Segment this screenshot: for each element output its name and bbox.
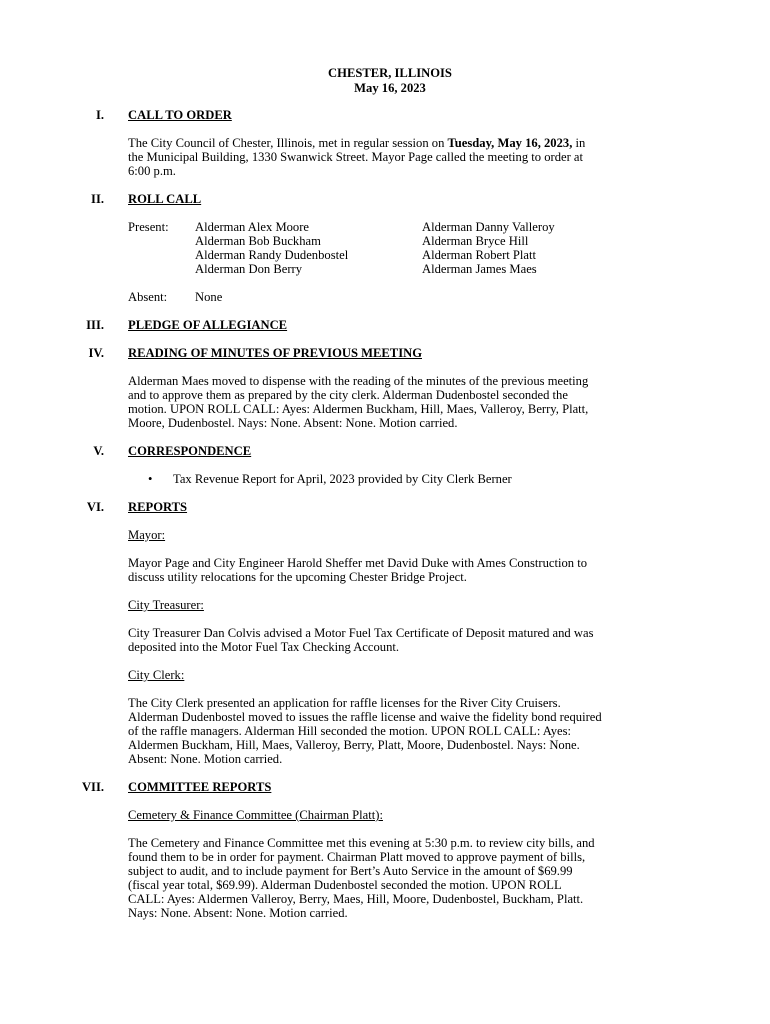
mayor-report-paragraph [128, 556, 703, 584]
section-number: I. [95, 108, 104, 122]
alderman-name: Alderman Robert Platt [422, 248, 537, 262]
paragraph-line: Alderman Maes moved to dispense with the reading of the minutes of the previous meeting [128, 374, 589, 388]
alderman-name: Alderman Don Berry [195, 262, 303, 276]
paragraph-line: Absent: None. Motion carried. [128, 752, 283, 766]
call-to-order-paragraph [128, 136, 703, 178]
section-title-committee-reports: COMMITTEE REPORTS [128, 780, 272, 794]
alderman-name: Alderman Bob Buckham [195, 234, 321, 248]
cemetery-finance-heading: Cemetery & Finance Committee (Chairman Platt): [128, 808, 383, 822]
paragraph-line: subject to audit, and to include payment for Bert’s Auto Service in the amount of $69.99 [128, 864, 573, 878]
section-title-pledge: PLEDGE OF ALLEGIANCE [128, 318, 288, 332]
bullet-icon: • [148, 472, 153, 486]
correspondence-item: Tax Revenue Report for April, 2023 provided by City Clerk Berner [173, 472, 512, 486]
section-title-roll-call: ROLL CALL [128, 192, 202, 206]
paragraph-line: Aldermen Buckham, Hill, Maes, Valleroy, Berry, Platt, Moore, Dudenbostel. Nays: None. [128, 738, 580, 752]
paragraph-line: CALL: Ayes: Aldermen Valleroy, Berry, Maes, Hill, Moore, Dudenbostel, Buckham, Platt. [128, 892, 584, 906]
paragraph-line: deposited into the Motor Fuel Tax Checking Account. [128, 640, 400, 654]
present-list-col2 [422, 220, 555, 276]
alderman-name: Alderman Danny Valleroy [422, 220, 555, 234]
paragraph-line: found them to be in order for payment. Chairman Platt moved to approve payment of bills, [128, 850, 586, 864]
paragraph-line: of the raffle managers. Alderman Hill seconded the motion. UPON ROLL CALL: Ayes: [128, 724, 572, 738]
paragraph-line: Mayor Page and City Engineer Harold Sheffer met David Duke with Ames Construction to [128, 556, 588, 570]
paragraph-line: The Cemetery and Finance Committee met this evening at 5:30 p.m. to review city bills, and [128, 836, 595, 850]
present-list-col1 [195, 220, 348, 276]
treasurer-report-paragraph [128, 626, 703, 654]
paragraph-line [128, 136, 703, 150]
paragraph-line: The City Clerk presented an application for raffle licenses for the River City Cruisers. [128, 696, 561, 710]
text-run: in [572, 136, 586, 150]
section-title-reading-minutes: READING OF MINUTES OF PREVIOUS MEETING [128, 346, 422, 360]
paragraph-line: Alderman Dudenbostel moved to issues the raffle license and waive the fidelity bond required [128, 710, 602, 724]
meeting-date-bold: Tuesday, May 16, 2023, [447, 136, 573, 150]
alderman-name: Alderman Bryce Hill [422, 234, 529, 248]
section-number: VI. [86, 500, 104, 514]
alderman-name: Alderman Alex Moore [195, 220, 310, 234]
minutes-paragraph [128, 374, 703, 430]
treasurer-heading: City Treasurer: [128, 598, 204, 612]
paragraph-line: discuss utility relocations for the upcoming Chester Bridge Project. [128, 570, 467, 584]
section-title-call-to-order: CALL TO ORDER [128, 108, 232, 122]
clerk-report-paragraph [128, 696, 703, 766]
paragraph-line: and to approve them as prepared by the city clerk. Alderman Dudenbostel seconded the [128, 388, 568, 402]
text-run: The City Council of Chester, Illinois, met in regular session on [128, 136, 448, 150]
section-number: VII. [81, 780, 104, 794]
alderman-name: Alderman James Maes [422, 262, 537, 276]
section-title-correspondence: CORRESPONDENCE [128, 444, 252, 458]
paragraph-line: Nays: None. Absent: None. Motion carried. [128, 906, 348, 920]
section-title-reports: REPORTS [128, 500, 188, 514]
paragraph-line: City Treasurer Dan Colvis advised a Motor Fuel Tax Certificate of Deposit matured and was [128, 626, 594, 640]
paragraph-line: Moore, Dudenbostel. Nays: None. Absent: None. Motion carried. [128, 416, 458, 430]
absent-value: None [195, 290, 223, 304]
paragraph-line: motion. UPON ROLL CALL: Ayes: Aldermen Buckham, Hill, Maes, Valleroy, Berry, Platt, [128, 402, 589, 416]
section-number: III. [86, 318, 104, 332]
mayor-heading: Mayor: [128, 528, 166, 542]
absent-label: Absent: [128, 290, 168, 304]
paragraph-line: (fiscal year total, $69.99). Alderman Dudenbostel seconded the motion. UPON ROLL [128, 878, 562, 892]
present-label: Present: [128, 220, 169, 234]
document-date: May 16, 2023 [354, 81, 426, 95]
cemetery-finance-paragraph [128, 836, 703, 920]
document-title: CHESTER, ILLINOIS [328, 66, 452, 80]
paragraph-line: 6:00 p.m. [128, 164, 176, 178]
section-number: II. [91, 192, 104, 206]
alderman-name: Alderman Randy Dudenbostel [195, 248, 349, 262]
clerk-heading: City Clerk: [128, 668, 185, 682]
paragraph-line: the Municipal Building, 1330 Swanwick Street. Mayor Page called the meeting to order at [128, 150, 584, 164]
section-number: IV. [88, 346, 104, 360]
section-number: V. [93, 444, 104, 458]
